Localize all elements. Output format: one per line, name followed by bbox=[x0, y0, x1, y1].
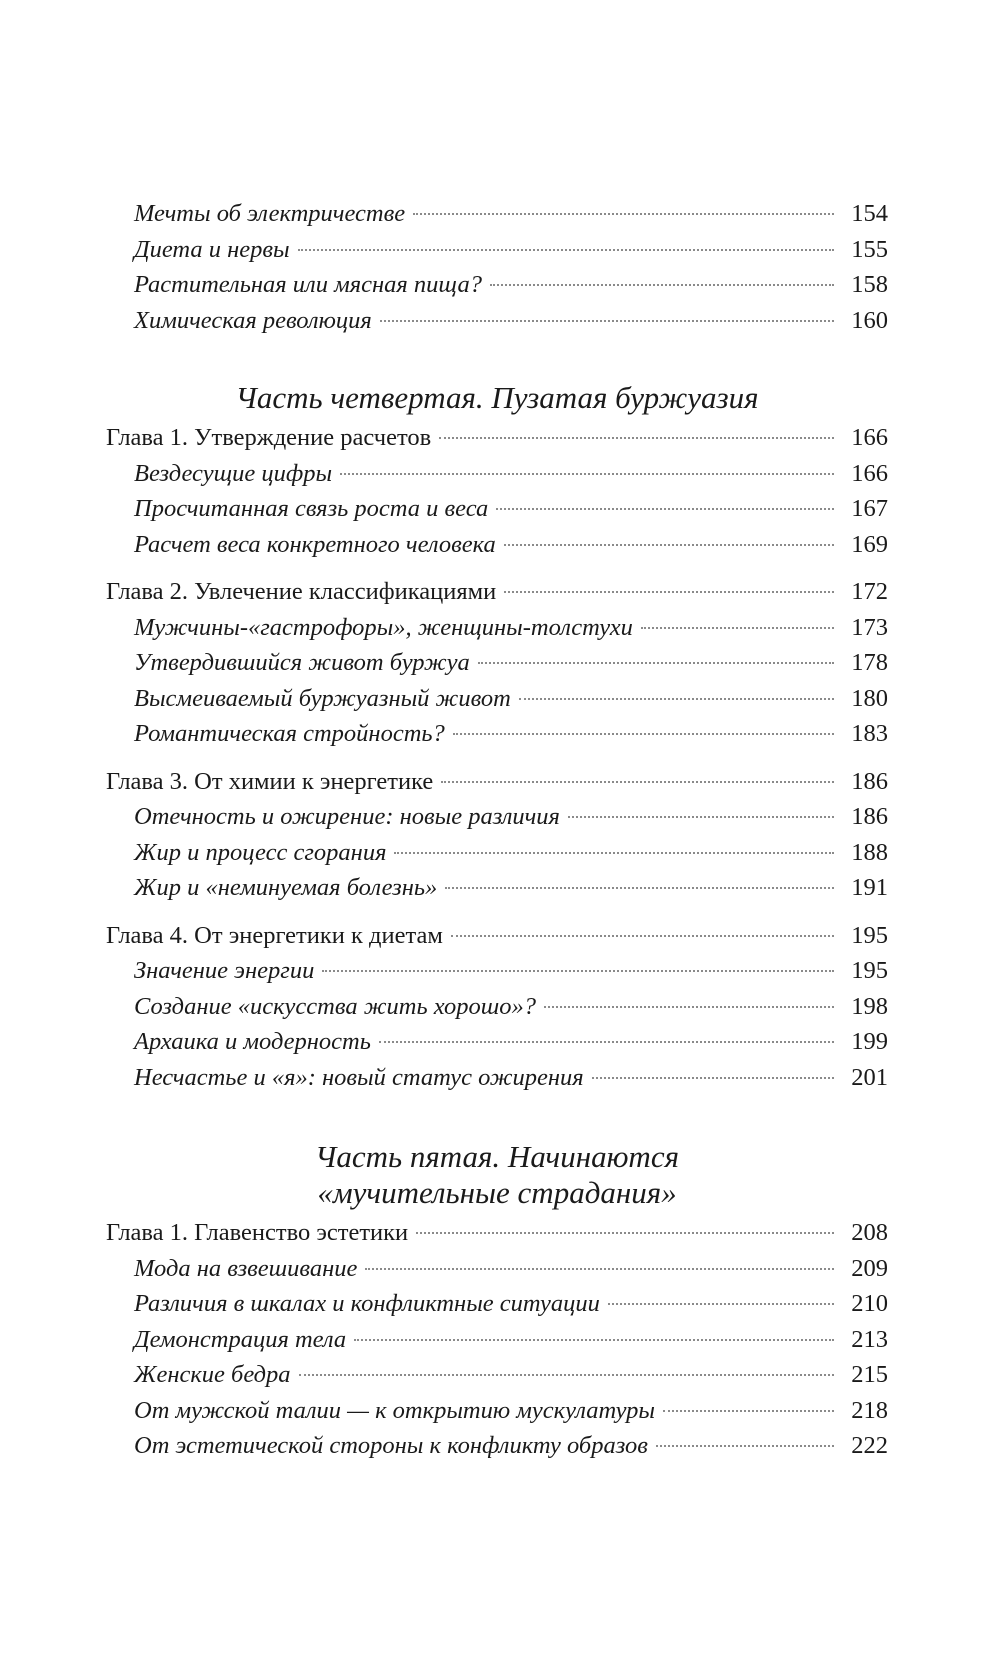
toc-page-number: 167 bbox=[851, 495, 888, 522]
toc-section[interactable] bbox=[106, 1290, 888, 1326]
toc-leader-dots bbox=[504, 544, 834, 546]
toc-page-number: 178 bbox=[851, 649, 888, 676]
toc-section[interactable] bbox=[106, 307, 888, 343]
toc-leader-dots bbox=[416, 1232, 834, 1234]
toc-section[interactable] bbox=[106, 649, 888, 685]
toc-section[interactable] bbox=[106, 957, 888, 993]
toc-section[interactable] bbox=[106, 1255, 888, 1291]
toc-page-number: 180 bbox=[851, 684, 888, 712]
toc-section[interactable] bbox=[106, 200, 888, 236]
toc-chapter[interactable] bbox=[106, 424, 888, 460]
toc-page-number: 160 bbox=[851, 306, 888, 334]
toc-page-number: 169 bbox=[851, 530, 888, 558]
toc-section-label: Отечность и ожирение: новые различия bbox=[134, 803, 560, 830]
toc-section[interactable] bbox=[106, 236, 888, 272]
toc-section-label: Архаика и модерность bbox=[134, 1028, 371, 1055]
toc-leader-dots bbox=[379, 1041, 834, 1043]
toc-part-4 bbox=[106, 380, 888, 1099]
toc-chapter[interactable] bbox=[106, 578, 888, 614]
toc-page-number: 188 bbox=[851, 838, 888, 866]
toc-section-label: Значение энергии bbox=[134, 957, 315, 984]
toc-page-number: 201 bbox=[851, 1063, 888, 1091]
toc-page-number: 154 bbox=[851, 200, 888, 227]
toc-leader-dots bbox=[299, 1374, 834, 1376]
toc-leader-dots bbox=[340, 473, 834, 475]
toc-section-label: От мужской талии — к открытию мускулатуры bbox=[134, 1396, 656, 1424]
toc-leader-dots bbox=[519, 698, 834, 700]
toc-section-label: Расчет веса конкретного человека bbox=[134, 530, 496, 558]
toc-section[interactable] bbox=[106, 720, 888, 756]
toc-section-label: Демонстрация тела bbox=[134, 1325, 347, 1353]
toc-leader-dots bbox=[439, 437, 834, 439]
toc-page-number: 166 bbox=[851, 459, 888, 487]
toc-section[interactable] bbox=[106, 1028, 888, 1064]
toc-section-label: Просчитанная связь роста и веса bbox=[134, 495, 489, 522]
toc-section[interactable] bbox=[106, 460, 888, 496]
toc-section-label: Растительная или мясная пища? bbox=[134, 271, 483, 298]
toc-top-sections bbox=[106, 200, 888, 342]
toc-leader-dots bbox=[413, 213, 834, 215]
toc-chapter[interactable] bbox=[106, 768, 888, 804]
part-title-line-1: Часть пятая. Начинаются bbox=[314, 1139, 679, 1174]
toc-leader-dots bbox=[445, 887, 834, 889]
toc-leader-dots bbox=[394, 852, 834, 854]
toc-leader-dots bbox=[451, 935, 834, 937]
toc-page-number: 198 bbox=[851, 992, 888, 1020]
toc-section-label: Мужчины-«гастрофоры», женщины-толстухи bbox=[134, 613, 633, 641]
toc-section-label: Женские бедра bbox=[134, 1361, 291, 1388]
toc-section[interactable] bbox=[106, 839, 888, 875]
toc-section[interactable] bbox=[106, 874, 888, 910]
toc-part-5 bbox=[106, 1139, 888, 1468]
toc-section[interactable] bbox=[106, 1064, 888, 1100]
toc-page-number: 183 bbox=[851, 720, 888, 747]
toc-section-label: Диета и нервы bbox=[134, 235, 290, 263]
toc-leader-dots bbox=[592, 1077, 834, 1079]
toc-page-number: 172 bbox=[851, 578, 888, 605]
toc-leader-dots bbox=[504, 591, 834, 593]
toc-section-label: Вездесущие цифры bbox=[134, 459, 333, 487]
toc-leader-dots bbox=[298, 249, 834, 251]
toc-page-number: 199 bbox=[851, 1028, 888, 1055]
toc-chapter-label: Глава 1. Главенство эстетики bbox=[106, 1219, 409, 1246]
toc-leader-dots bbox=[496, 508, 834, 510]
toc-leader-dots bbox=[380, 320, 834, 322]
toc-leader-dots bbox=[568, 816, 834, 818]
toc-chapter-label: Глава 4. От энергетики к диетам bbox=[106, 921, 443, 949]
toc-chapter-label: Глава 3. От химии к энергетике bbox=[106, 767, 434, 795]
toc-chapter-label: Глава 1. Утверждение расчетов bbox=[106, 424, 432, 451]
toc-section-label: От эстетической стороны к конфликту образов bbox=[134, 1432, 648, 1459]
toc-section-label: Различия в шкалах и конфликтные ситуации bbox=[134, 1290, 600, 1317]
toc-section[interactable] bbox=[106, 271, 888, 307]
toc-leader-dots bbox=[641, 627, 834, 629]
toc-page-number: 213 bbox=[851, 1325, 888, 1353]
toc-section-label: Утвердившийся живот буржуа bbox=[134, 649, 470, 676]
toc-page-number: 208 bbox=[851, 1219, 888, 1246]
toc-page-number: 209 bbox=[851, 1254, 888, 1282]
toc-page-number: 195 bbox=[851, 957, 888, 984]
toc-leader-dots bbox=[453, 733, 834, 735]
part-title: Часть четвертая. Пузатая буржуазия bbox=[235, 380, 759, 415]
toc-section-label: Мечты об электричестве bbox=[134, 200, 406, 227]
toc-section-label: Мода на взвешивание bbox=[134, 1254, 358, 1282]
toc-leader-dots bbox=[544, 1006, 834, 1008]
toc-section-label: Высмеиваемый буржуазный живот bbox=[134, 684, 511, 712]
toc-leader-dots bbox=[656, 1445, 834, 1447]
table-of-contents bbox=[106, 200, 888, 1468]
toc-section-label: Создание «искусства жить хорошо»? bbox=[134, 992, 536, 1020]
toc-leader-dots bbox=[608, 1303, 834, 1305]
toc-page-number: 186 bbox=[851, 803, 888, 830]
toc-leader-dots bbox=[490, 284, 834, 286]
toc-leader-dots bbox=[365, 1268, 834, 1270]
toc-chapter-label: Глава 2. Увлечение классификациями bbox=[106, 578, 497, 605]
toc-section[interactable] bbox=[106, 495, 888, 531]
toc-page-number: 210 bbox=[851, 1290, 888, 1317]
toc-page-number: 195 bbox=[851, 921, 888, 949]
toc-section[interactable] bbox=[106, 531, 888, 567]
toc-section-label: Несчастье и «я»: новый статус ожирения bbox=[134, 1063, 584, 1091]
toc-section[interactable] bbox=[106, 1397, 888, 1433]
toc-section[interactable] bbox=[106, 1432, 888, 1468]
toc-leader-dots bbox=[322, 970, 834, 972]
toc-page-number: 215 bbox=[851, 1361, 888, 1388]
toc-page-number: 191 bbox=[851, 874, 888, 901]
toc-leader-dots bbox=[354, 1339, 834, 1341]
toc-section[interactable] bbox=[106, 1326, 888, 1362]
toc-section-label: Жир и «неминуемая болезнь» bbox=[134, 874, 438, 901]
toc-page-number: 155 bbox=[851, 235, 888, 263]
toc-page-number: 166 bbox=[851, 424, 888, 451]
toc-section[interactable] bbox=[106, 993, 888, 1029]
toc-leader-dots bbox=[441, 781, 834, 783]
toc-page-number: 173 bbox=[851, 613, 888, 641]
toc-section[interactable] bbox=[106, 614, 888, 650]
toc-page-number: 158 bbox=[851, 271, 888, 298]
toc-page-number: 186 bbox=[851, 767, 888, 795]
toc-chapter[interactable] bbox=[106, 922, 888, 958]
toc-chapter[interactable] bbox=[106, 1219, 888, 1255]
toc-section-label: Жир и процесс сгорания bbox=[134, 838, 387, 866]
toc-section[interactable] bbox=[106, 803, 888, 839]
toc-section-label: Химическая революция bbox=[134, 306, 372, 334]
part-title-line-2: «мучительные страдания» bbox=[317, 1175, 677, 1210]
toc-section-label: Романтическая стройность? bbox=[134, 720, 445, 747]
toc-section[interactable] bbox=[106, 685, 888, 721]
toc-section[interactable] bbox=[106, 1361, 888, 1397]
toc-page-number: 218 bbox=[851, 1396, 888, 1424]
toc-leader-dots bbox=[478, 662, 834, 664]
toc-page-number: 222 bbox=[851, 1432, 888, 1459]
toc-leader-dots bbox=[663, 1410, 834, 1412]
